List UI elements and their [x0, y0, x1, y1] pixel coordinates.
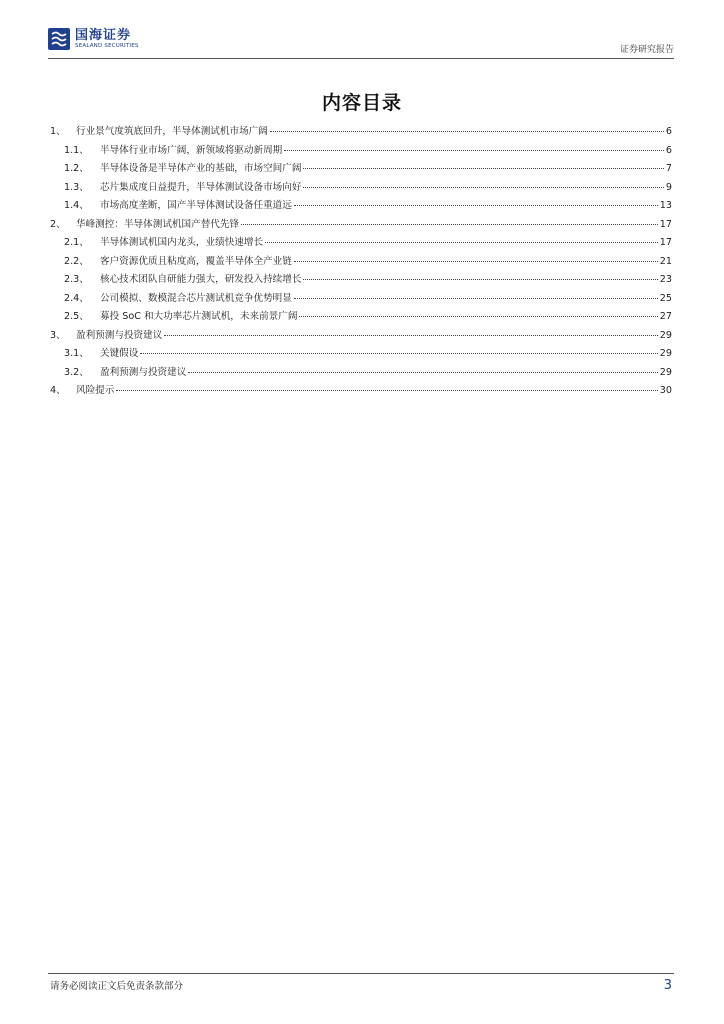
toc-entry[interactable] [50, 345, 672, 364]
toc-entry-page: 17 [659, 218, 672, 230]
footer-divider [48, 973, 674, 974]
toc-dot-leader [188, 372, 657, 373]
footer-disclaimer: 请务必阅读正文后免责条款部分 [50, 981, 184, 992]
toc-dot-leader [294, 261, 658, 262]
toc-entry-title: 行业景气度筑底回升，半导体测试机市场广阔 [76, 126, 268, 137]
toc-entry[interactable] [50, 364, 672, 383]
toc-entry-number: 1、 [50, 126, 66, 137]
toc-entry[interactable] [50, 290, 672, 309]
toc-dot-leader [303, 187, 663, 188]
toc-entry-title: 芯片集成度日益提升，半导体测试设备市场向好 [100, 181, 302, 193]
toc-dot-leader [116, 390, 657, 391]
header-divider [48, 58, 674, 59]
toc-dot-leader [241, 224, 658, 225]
toc-entry-page: 9 [665, 181, 672, 193]
toc-entry-title: 市场高度垄断，国产半导体测试设备任重道远 [100, 200, 292, 211]
toc-dot-leader [299, 316, 657, 317]
toc-entry-page: 29 [659, 348, 672, 359]
toc-entry-page: 13 [659, 200, 672, 211]
logo-english-name: SEALAND SECURITIES [75, 42, 139, 49]
toc-entry-number: 1.1、 [64, 144, 89, 156]
toc-entry[interactable] [50, 142, 672, 161]
toc-dot-leader [303, 168, 663, 169]
toc-entry[interactable] [50, 253, 672, 272]
toc-entry-title: 盈利预测与投资建议 [76, 329, 163, 341]
toc-entry-page: 29 [659, 329, 672, 341]
toc-entry-page: 6 [665, 126, 672, 137]
toc-entry-title: 公司模拟、数模混合芯片测试机竞争优势明显 [100, 292, 292, 304]
toc-entry-page: 27 [659, 311, 672, 322]
toc-entry-page: 30 [659, 385, 672, 396]
toc-entry[interactable] [50, 179, 672, 198]
toc-entry-page: 21 [659, 255, 672, 267]
toc-entry-number: 2.1、 [64, 237, 89, 248]
logo-chinese-name: 国海证券 [75, 27, 132, 43]
toc-entry[interactable] [50, 234, 672, 253]
toc-entry-title: 募投 SoC 和大功率芯片测试机，未来前景广阔 [100, 311, 298, 322]
toc-entry-page: 7 [665, 163, 672, 174]
toc-entry[interactable] [50, 160, 672, 179]
toc-entry[interactable] [50, 123, 672, 142]
toc-entry-number: 3.2、 [64, 366, 89, 378]
table-of-contents [50, 123, 672, 401]
toc-entry-number: 1.3、 [64, 181, 89, 193]
toc-entry-number: 1.4、 [64, 200, 89, 211]
toc-entry-page: 29 [659, 366, 672, 378]
toc-entry-page: 25 [659, 292, 672, 304]
toc-entry[interactable] [50, 216, 672, 235]
toc-dot-leader [164, 335, 657, 336]
toc-entry[interactable] [50, 197, 672, 216]
toc-entry-number: 3.1、 [64, 348, 89, 359]
toc-entry-number: 2.2、 [64, 255, 89, 267]
toc-entry-title: 关键假设 [100, 348, 139, 359]
sealand-logo-icon [48, 28, 70, 50]
toc-entry-number: 4、 [50, 385, 66, 396]
toc-dot-leader [294, 298, 658, 299]
toc-dot-leader [140, 353, 657, 354]
toc-dot-leader [294, 205, 658, 206]
toc-entry-title: 客户资源优质且粘度高，覆盖半导体全产业链 [100, 255, 292, 267]
toc-entry-title: 风险提示 [76, 385, 115, 396]
toc-entry-title: 核心技术团队自研能力强大，研发投入持续增长 [100, 274, 302, 285]
page-title: 内容目录 [321, 92, 402, 114]
toc-entry[interactable] [50, 271, 672, 290]
toc-entry-number: 2.5、 [64, 311, 89, 322]
toc-dot-leader [270, 131, 664, 132]
company-logo [48, 28, 139, 50]
toc-entry[interactable] [50, 308, 672, 327]
toc-dot-leader [265, 242, 658, 243]
toc-entry-number: 3、 [50, 329, 66, 341]
page-number: 3 [663, 978, 672, 993]
toc-entry-title: 华峰测控：半导体测试机国产替代先锋 [76, 218, 240, 230]
toc-entry-number: 2.3、 [64, 274, 89, 285]
toc-entry-title: 半导体设备是半导体产业的基础，市场空间广阔 [100, 163, 302, 174]
toc-entry-title: 半导体行业市场广阔，新领域将驱动新周期 [100, 144, 283, 156]
toc-dot-leader [284, 150, 664, 151]
toc-entry[interactable] [50, 382, 672, 401]
toc-entry-number: 1.2、 [64, 163, 89, 174]
toc-entry-number: 2.4、 [64, 292, 89, 304]
toc-entry-title: 盈利预测与投资建议 [100, 366, 187, 378]
toc-entry-number: 2、 [50, 218, 66, 230]
page-header [48, 28, 676, 60]
toc-entry-page: 23 [659, 274, 672, 285]
toc-entry-page: 6 [665, 144, 672, 156]
report-type-label: 证券研究报告 [619, 45, 674, 55]
toc-entry-title: 半导体测试机国内龙头，业绩快速增长 [100, 237, 264, 248]
toc-dot-leader [303, 279, 657, 280]
toc-entry[interactable] [50, 327, 672, 346]
toc-entry-page: 17 [659, 237, 672, 248]
